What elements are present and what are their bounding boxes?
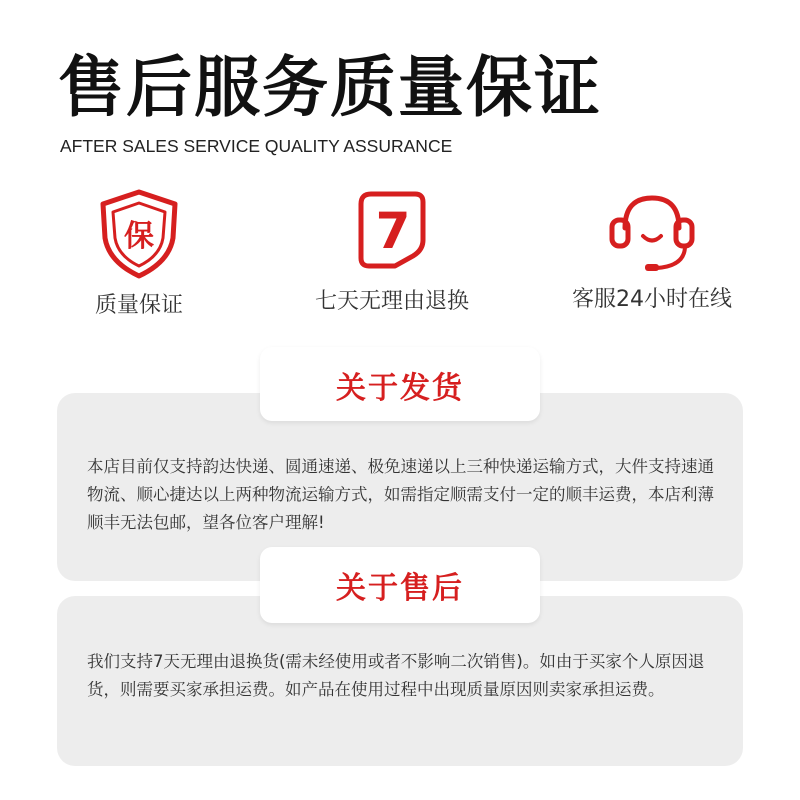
shipping-tab — [260, 347, 540, 421]
shield-icon-text: 保 — [124, 219, 154, 254]
feature-label: 七天无理由退换 — [314, 289, 469, 314]
page-title: 售后服务质量保证 — [58, 49, 602, 126]
headset-icon — [532, 188, 772, 274]
feature-label: 客服24小时在线 — [572, 287, 732, 312]
aftersales-tab-label: 关于售后 — [336, 571, 464, 606]
seven-day-icon — [272, 190, 512, 270]
seven-day-icon-text: 7 — [375, 202, 411, 260]
feature-label: 质量保证 — [94, 293, 183, 318]
page-subtitle: AFTER SALES SERVICE QUALITY ASSURANCE — [60, 136, 453, 156]
feature-seven-day — [272, 190, 512, 315]
aftersales-tab — [260, 547, 540, 623]
shipping-text: 本店目前仅支持韵达快递、圆通速递、极免速递以上三种快递运输方式，大件支持速通物流、顺心捷达以上两种物流运输方式，如需指定顺需支付一定的顺丰运费，本店利薄顺丰无法包邮，望各位客户理解! — [87, 457, 714, 532]
feature-quality — [19, 188, 259, 319]
shipping-tab-label: 关于发货 — [336, 371, 464, 406]
shield-icon — [19, 188, 259, 280]
feature-service — [532, 188, 772, 313]
aftersales-text: 我们支持7天无理由退换货(需未经使用或者不影响二次销售)。如由于买家个人原因退货，则需要买家承担运费。如产品在使用过程中出现质量原因则卖家承担运费。 — [87, 652, 705, 699]
